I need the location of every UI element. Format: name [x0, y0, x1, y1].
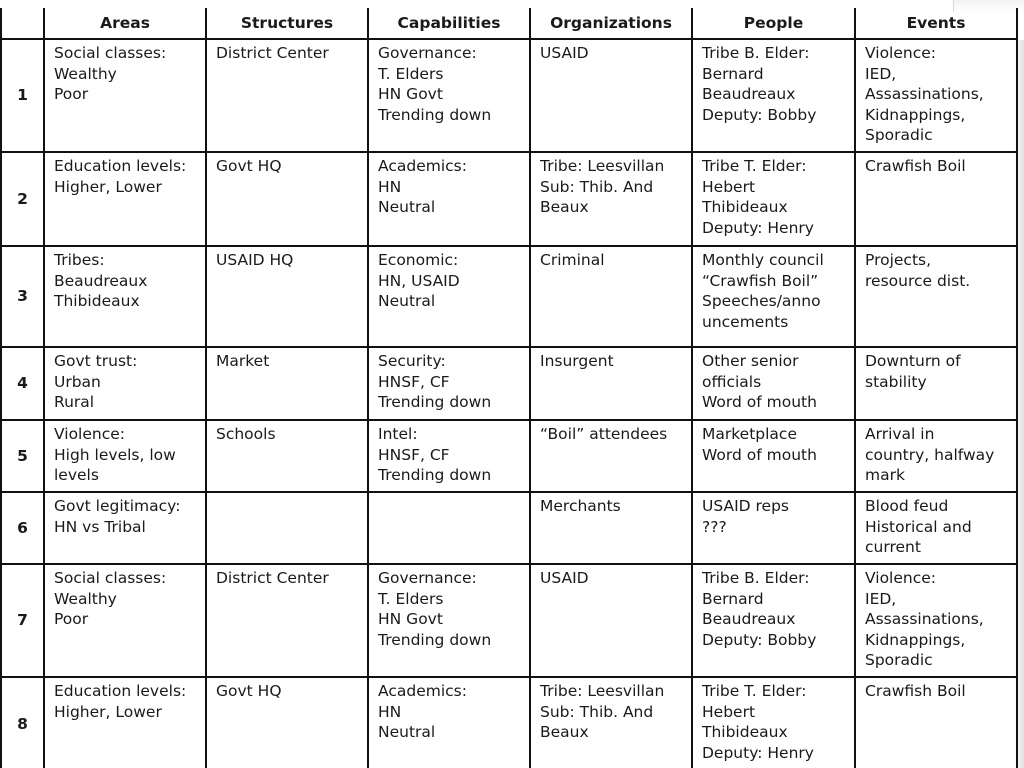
cell-capabilities: Economic: HN, USAID Neutral: [368, 246, 530, 347]
row-number: 1: [1, 39, 44, 152]
cell-structures: Market: [206, 347, 368, 420]
cell-people: Other senior officials Word of mouth: [692, 347, 855, 420]
cell-areas: Violence: High levels, low levels: [44, 420, 206, 492]
cell-structures: Govt HQ: [206, 677, 368, 768]
cell-capabilities: Academics: HN Neutral: [368, 152, 530, 246]
cell-areas: Govt legitimacy: HN vs Tribal: [44, 492, 206, 564]
row-number: 2: [1, 152, 44, 246]
cell-organizations: Tribe: Leesvillan Sub: Thib. And Beaux: [530, 677, 692, 768]
row-number: 3: [1, 246, 44, 347]
cell-areas: Education levels: Higher, Lower: [44, 152, 206, 246]
cell-capabilities: Security: HNSF, CF Trending down: [368, 347, 530, 420]
cell-organizations: Merchants: [530, 492, 692, 564]
cell-capabilities: Governance: T. Elders HN Govt Trending down: [368, 39, 530, 152]
cell-people: Monthly council “Crawfish Boil” Speeches/anno uncements: [692, 246, 855, 347]
ascope-table: [0, 8, 1018, 768]
cell-events: Violence: IED, Assassinations, Kidnappings, Sporadic: [855, 564, 1017, 677]
cell-structures: USAID HQ: [206, 246, 368, 347]
cell-organizations: Insurgent: [530, 347, 692, 420]
table-row: [1, 246, 1017, 347]
cell-events: Crawfish Boil: [855, 152, 1017, 246]
cell-events: Blood feud Historical and current: [855, 492, 1017, 564]
cell-areas: Education levels: Higher, Lower: [44, 677, 206, 768]
header-capabilities: Capabilities: [368, 8, 530, 39]
cell-capabilities: Academics: HN Neutral: [368, 677, 530, 768]
row-number: 5: [1, 420, 44, 492]
cell-organizations: USAID: [530, 564, 692, 677]
cell-areas: Govt trust: Urban Rural: [44, 347, 206, 420]
cell-capabilities: [368, 492, 530, 564]
header-events: Events: [855, 8, 1017, 39]
header-structures: Structures: [206, 8, 368, 39]
header-people: People: [692, 8, 855, 39]
row-number: 8: [1, 677, 44, 768]
table-row: [1, 677, 1017, 768]
header-row: [1, 8, 1017, 39]
table-row: [1, 420, 1017, 492]
cell-people: Tribe T. Elder: Hebert Thibideaux Deputy: Henry: [692, 152, 855, 246]
cell-events: Downturn of stability: [855, 347, 1017, 420]
cell-organizations: USAID: [530, 39, 692, 152]
cell-structures: District Center: [206, 564, 368, 677]
cell-events: Violence: IED, Assassinations, Kidnappings, Sporadic: [855, 39, 1017, 152]
cell-structures: District Center: [206, 39, 368, 152]
table-row: [1, 347, 1017, 420]
table-row: [1, 39, 1017, 152]
cell-people: Tribe B. Elder: Bernard Beaudreaux Deputy: Bobby: [692, 564, 855, 677]
table-row: [1, 492, 1017, 564]
cell-people: USAID reps ???: [692, 492, 855, 564]
cell-events: Arrival in country, halfway mark: [855, 420, 1017, 492]
cell-people: Marketplace Word of mouth: [692, 420, 855, 492]
cell-organizations: Criminal: [530, 246, 692, 347]
cell-structures: [206, 492, 368, 564]
cell-areas: Social classes: Wealthy Poor: [44, 39, 206, 152]
header-organizations: Organizations: [530, 8, 692, 39]
header-rownum: [1, 8, 44, 39]
cell-structures: Govt HQ: [206, 152, 368, 246]
cell-organizations: Tribe: Leesvillan Sub: Thib. And Beaux: [530, 152, 692, 246]
cell-organizations: “Boil” attendees: [530, 420, 692, 492]
cell-structures: Schools: [206, 420, 368, 492]
cell-capabilities: Governance: T. Elders HN Govt Trending down: [368, 564, 530, 677]
header-areas: Areas: [44, 8, 206, 39]
cell-people: Tribe B. Elder: Bernard Beaudreaux Deputy: Bobby: [692, 39, 855, 152]
cell-events: Projects, resource dist.: [855, 246, 1017, 347]
cell-areas: Social classes: Wealthy Poor: [44, 564, 206, 677]
cell-capabilities: Intel: HNSF, CF Trending down: [368, 420, 530, 492]
cell-areas: Tribes: Beaudreaux Thibideaux: [44, 246, 206, 347]
table-row: [1, 564, 1017, 677]
cell-people: Tribe T. Elder: Hebert Thibideaux Deputy: Henry: [692, 677, 855, 768]
table-row: [1, 152, 1017, 246]
row-number: 7: [1, 564, 44, 677]
row-number: 6: [1, 492, 44, 564]
row-number: 4: [1, 347, 44, 420]
cell-events: Crawfish Boil: [855, 677, 1017, 768]
